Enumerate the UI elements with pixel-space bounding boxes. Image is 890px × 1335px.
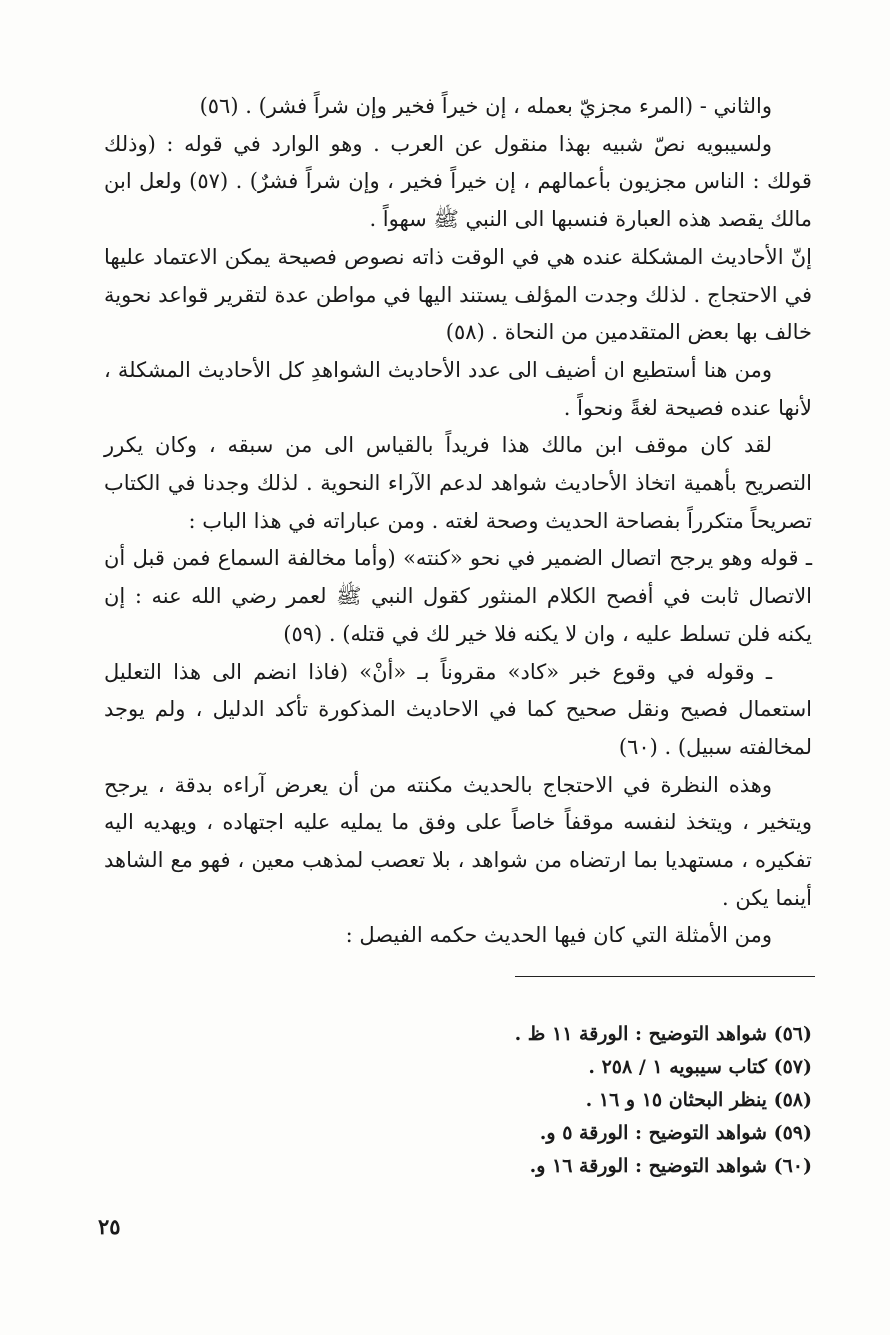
footnote-60: (٦٠) شواهد التوضيح : الورقة ١٦ و. xyxy=(529,1155,812,1177)
footnotes xyxy=(412,1018,812,1183)
paragraph-4: ومن هنا أستطيع ان أضيف الى عدد الأحاديث الشواهدِ كل الأحاديث المشكلة ، لأنها عنده فصيحة لغةً ونحواً . xyxy=(104,357,812,420)
footnote-divider xyxy=(515,976,815,977)
footnote-59: (٥٩) شواهد التوضيح : الورقة ٥ و. xyxy=(539,1122,812,1144)
paragraph-2: ولسيبويه نصّ شبيه بهذا منقول عن العرب . وهو الوارد في قوله : (وذلك قولك : الناس مجزيون بأعمالهم ، إن خيراً فخير ، وإن شراً فشرٌ) . (٥٧) ولعل ابن مالك يقصد هذه العبارة فنسبها الى النبي ﷺ سهواً . xyxy=(104,131,812,232)
paragraph-9: ومن الأمثلة التي كان فيها الحديث حكمه الفيصل : xyxy=(345,923,772,948)
page-number: ٢٥ xyxy=(98,1214,121,1239)
paragraph-7: ـ وقوله في وقوع خبر «كاد» مقروناً بـ «أنْ» (فاذا انضم الى هذا التعليل استعمال فصيح ونقل صحيح كما في الاحاديث المذكورة تأكد الدليل ، ولم يوجد لمخالفته سبيل) . (٦٠) xyxy=(104,659,812,759)
paragraph-5: لقد كان موقف ابن مالك هذا فريداً بالقياس الى من سبقه ، وكان يكرر التصريح بأهمية اتخاذ الأحاديث شواهد لدعم الآراء النحوية . لذلك وجدنا في الكتاب تصريحاً متكرراً بفصاحة الحديث وصحة لغته . ومن عباراته في هذا الباب : xyxy=(104,433,812,533)
paragraph-3: إنّ الأحاديث المشكلة عنده هي في الوقت ذاته نصوص فصيحة يمكن الاعتماد عليها في الاحتجاج . لذلك وجدت المؤلف يستند اليها في مواطن عدة لتقرير قواعد نحوية خالف بها بعض المتقدمين من النحاة . (٥٨) xyxy=(104,244,812,345)
paragraph-1: والثاني - (المرء مجزيّ بعمله ، إن خيراً فخير وإن شراً فشر) . (٥٦) xyxy=(199,94,772,118)
footnote-56: (٥٦) شواهد التوضيح : الورقة ١١ ظ . xyxy=(514,1023,812,1045)
footnote-57: (٥٧) كتاب سيبويه ١ / ٢٥٨ . xyxy=(588,1056,812,1078)
paragraph-6: ـ قوله وهو يرجح اتصال الضمير في نحو «كنته» (وأما مخالفة السماع فمن قبل أن الاتصال ثابت في أفصح الكلام المنثور كقول النبي ﷺ لعمر رضي الله عنه : إن يكنه فلن تسلط عليه ، وان لا يكنه فلا خير لك في قتله) . (٥٩) xyxy=(104,546,812,646)
footnote-58: (٥٨) ينظر البحثان ١٥ و ١٦ . xyxy=(585,1089,812,1111)
main-text xyxy=(104,88,812,955)
paragraph-8: وهذه النظرة في الاحتجاج بالحديث مكنته من أن يعرض آراءه بدقة ، يرجح ويتخير ، ويتخذ لنفسه موقفاً خاصاً على وفق ما يمليه عليه اجتهاده ، ويهديه اليه تفكيره ، مستهديا بما ارتضاه من شواهد ، بلا تعصب لمذهب معين ، فهو مع الشاهد أينما يكن . xyxy=(104,772,812,910)
